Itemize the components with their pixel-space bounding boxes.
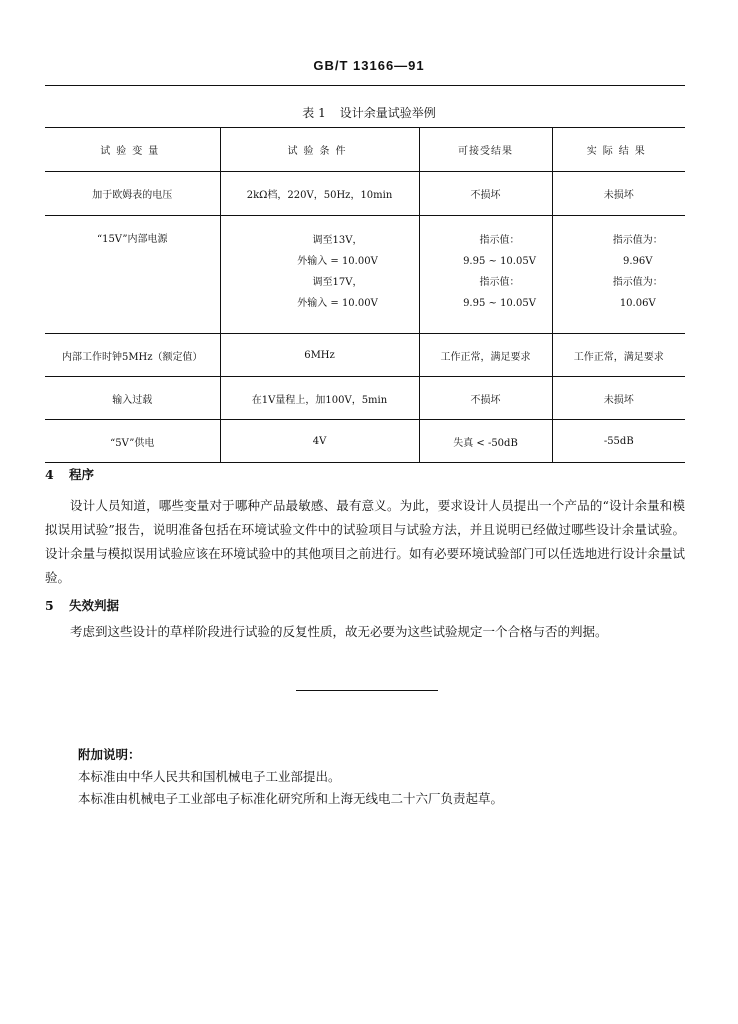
cell-line: 调至17V， (312, 277, 363, 288)
cell-actual: -55dB (552, 420, 685, 463)
cell-line: 9.96V (623, 256, 653, 267)
cell-line: 指示值： (479, 235, 520, 246)
standard-code-header: GB/T 13166—91 (313, 58, 425, 73)
cell-line: 调至13V， (312, 235, 363, 246)
table-row (45, 216, 685, 334)
design-margin-table (45, 127, 685, 463)
table-caption-title: 设计余量试验举例 (339, 106, 436, 120)
section-4-body (45, 494, 685, 590)
cell-line: 9.95 ~ 10.05V (463, 256, 536, 267)
column-header-variable: 试验变量 (100, 146, 165, 157)
notes-heading: 附加说明： (78, 747, 141, 762)
section-number: 4 (45, 467, 54, 482)
table-row (45, 377, 685, 420)
cell-condition: 2kΩ档，220V，50Hz，10min (220, 172, 419, 216)
section-title: 程序 (69, 467, 95, 482)
cell-variable: 输入过载 (112, 394, 153, 406)
notes-line: 本标准由机械电子工业部电子标准化研究所和上海无线电二十六厂负责起草。 (78, 791, 504, 806)
table-row (45, 334, 685, 377)
header-rule (45, 85, 685, 86)
cell-acceptable: 工作正常，满足要求 (419, 334, 552, 377)
cell-line: 10.06V (619, 298, 656, 309)
table-header-row (45, 128, 685, 172)
cell-line: 外输入 = 10.00V (297, 298, 378, 309)
cell-actual (552, 216, 685, 334)
notes-line: 本标准由中华人民共和国机械电子工业部提出。 (78, 769, 341, 784)
section-5-heading (45, 596, 119, 614)
cell-acceptable (419, 216, 552, 334)
cell-acceptable: 失真 < -50dB (419, 420, 552, 463)
cell-line: 9.95 ~ 10.05V (463, 298, 536, 309)
section-5-paragraph: 考虑到这些设计的草样阶段进行试验的反复性质，故无必要为这些试验规定一个合格与否的判据。 (70, 624, 608, 639)
cell-actual: 未损坏 (552, 172, 685, 216)
cell-line: 指示值为： (612, 277, 663, 288)
section-4-paragraph: 设计人员知道，哪些变量对于哪种产品最敏感、最有意义。为此，要求设计人员提出一个产品的“设计余量和模拟误用试验”报告，说明准备包括在环境试验文件中的试验项目与试验方法，并且说明已经做过哪些设计余量试验。设计余量与模拟误用试验应该在环境试验中的其他项目之前进行。如有必要环境试验部门可以任选地进行设计余量试验。 (45, 498, 685, 585)
cell-actual: 工作正常，满足要求 (552, 334, 685, 377)
table-caption (0, 104, 738, 121)
cell-variable: 内部工作时钟5MHz（额定值） (61, 351, 203, 363)
table-caption-label: 表 1 (302, 106, 326, 120)
end-rule (296, 690, 438, 691)
cell-condition: 4V (220, 420, 419, 463)
cell-line: 指示值为： (612, 235, 663, 246)
section-4-heading (45, 465, 94, 483)
column-header-acceptable: 可接受结果 (419, 128, 552, 172)
section-title: 失效判据 (69, 598, 120, 613)
cell-variable: “5V”供电 (110, 437, 155, 449)
cell-variable: 加于欧姆表的电压 (92, 190, 173, 201)
cell-condition: 在1V量程上，加100V，5min (220, 377, 419, 420)
section-5-body (45, 620, 685, 644)
section-number: 5 (45, 598, 54, 613)
table-row (45, 420, 685, 463)
cell-condition: 6MHz (220, 334, 419, 377)
cell-acceptable: 不损坏 (419, 172, 552, 216)
table-row (45, 172, 685, 216)
cell-condition (220, 216, 419, 334)
cell-line: 指示值： (479, 277, 520, 288)
cell-actual: 未损坏 (552, 377, 685, 420)
cell-variable: “15V”内部电源 (96, 234, 168, 245)
cell-line: 外输入 = 10.00V (297, 256, 378, 267)
column-header-condition: 试验条件 (220, 128, 419, 172)
cell-acceptable: 不损坏 (419, 377, 552, 420)
column-header-actual: 实际结果 (552, 128, 685, 172)
